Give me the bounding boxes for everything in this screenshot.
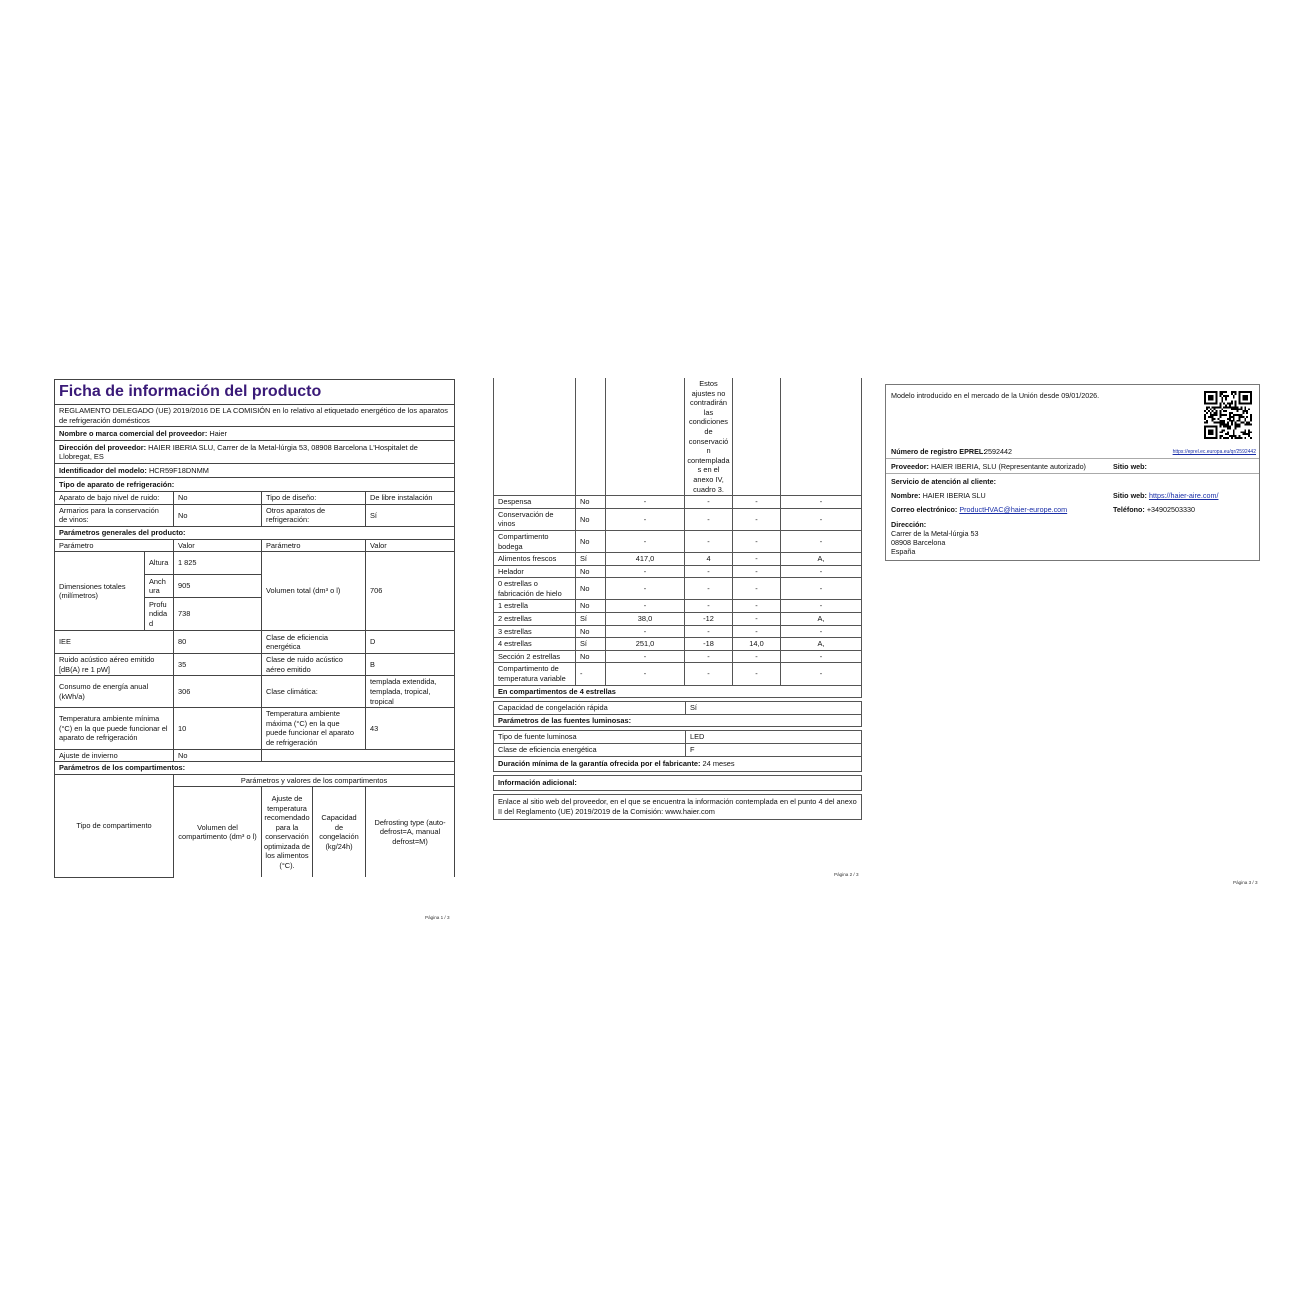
- volume-label: Volumen total (dm³ o l): [262, 552, 366, 631]
- email-row: Correo electrónico: ProductHVAC@haier-europe.com: [891, 505, 1068, 514]
- table-row: [494, 663, 862, 685]
- compartment-name: 1 estrella: [494, 600, 576, 613]
- site-row: Sitio web: https://haier-aire.com/: [1113, 491, 1219, 500]
- page-2: [493, 378, 861, 820]
- general-heading: Parámetros generales del producto:: [55, 526, 455, 539]
- compartment-cell: -: [685, 650, 733, 663]
- compartment-cell: -: [781, 565, 862, 578]
- address-row: Dirección del proveedor: HAIER IBERIA SLU, Carrer de la Metal-lúrgia 53, 08908 Barcelona L'Hospitalet de Llobregat, ES: [55, 441, 455, 464]
- other-label: Otros aparatos de refrigeración:: [262, 504, 366, 526]
- page-1-footer: Página 1 / 3: [425, 915, 450, 920]
- compartment-cell: 4: [685, 553, 733, 566]
- compartment-cell: A,: [781, 553, 862, 566]
- table-row: [494, 613, 862, 626]
- compartment-cell: -: [606, 600, 685, 613]
- page-3-footer: Página 3 / 3: [1233, 880, 1258, 885]
- compartment-cell: -: [685, 663, 733, 685]
- compartment-cell: -: [685, 600, 733, 613]
- compartment-cell: -: [733, 650, 781, 663]
- compartment-cell: 251,0: [606, 638, 685, 651]
- page-1: [54, 379, 454, 878]
- table-row: [494, 578, 862, 600]
- wine-value: No: [174, 504, 262, 526]
- depth-label: Profundidad: [145, 598, 174, 631]
- winter-value: No: [174, 749, 262, 762]
- compartment-cell: No: [576, 508, 606, 530]
- width-label: Anchura: [145, 575, 174, 598]
- dir-line3: España: [891, 547, 916, 556]
- storage-note: Estos ajustes no contradirán las condiciones de conservación contempladas en el anexo IV, cuadro 3.: [685, 378, 733, 496]
- compartment-cell: No: [576, 600, 606, 613]
- compartment-cell: No: [576, 578, 606, 600]
- dir-line1: Carrer de la Metal-lúrgia 53: [891, 529, 979, 538]
- compartment-cell: A,: [781, 638, 862, 651]
- compartment-name: Sección 2 estrellas: [494, 650, 576, 663]
- table-row: [494, 553, 862, 566]
- compartment-name: Compartimento de temperatura variable: [494, 663, 576, 685]
- compartment-name: Alimentos frescos: [494, 553, 576, 566]
- product-info-table: [54, 379, 455, 775]
- compartment-cell: Sí: [576, 638, 606, 651]
- compartment-cell: -: [781, 508, 862, 530]
- energy-label: Consumo de energía anual (kWh/a): [55, 676, 174, 708]
- compartment-cell: -: [606, 565, 685, 578]
- service-heading: Servicio de atención al cliente:: [891, 477, 997, 486]
- noise-class-label: Clase de ruido acústico aéreo emitido: [262, 654, 366, 676]
- width-value: 905: [174, 575, 262, 598]
- compartment-cell: -: [685, 496, 733, 509]
- page-2-footer: Página 2 / 3: [834, 872, 859, 877]
- depth-value: 738: [174, 598, 262, 631]
- table-row: [494, 638, 862, 651]
- tmax-value: 43: [366, 708, 455, 749]
- extra-heading: Información adicional:: [494, 775, 862, 790]
- provider-row: Proveedor: HAIER IBERIA, SLU (Representante autorizado): [891, 462, 1086, 471]
- page-3: [885, 384, 1260, 561]
- tmax-label: Temperatura ambiente máxima (°C) en la que puede funcionar el aparato de refrigeración: [262, 708, 366, 749]
- compartment-cell: -: [781, 625, 862, 638]
- tmin-value: 10: [174, 708, 262, 749]
- light-class-value: F: [686, 744, 862, 757]
- compartment-cell: -: [733, 508, 781, 530]
- compartment-cell: No: [576, 565, 606, 578]
- compartment-cell: -12: [685, 613, 733, 626]
- compartment-cell: -: [576, 663, 606, 685]
- low-noise-value: No: [174, 492, 262, 505]
- comp-freeze-header: Capacidad de congelación (kg/24h): [313, 787, 366, 878]
- eprel-link[interactable]: https://eprel.ec.europa.eu/qr/2592442: [1172, 449, 1256, 455]
- light-type-value: LED: [686, 731, 862, 744]
- table-row: [494, 650, 862, 663]
- comp-group-header: Parámetros y valores de los compartimentos: [174, 775, 455, 787]
- comp-type-header: Tipo de compartimento: [55, 775, 174, 878]
- table-row: [494, 508, 862, 530]
- compartment-name: 3 estrellas: [494, 625, 576, 638]
- climate-label: Clase climática:: [262, 676, 366, 708]
- low-noise-label: Aparato de bajo nivel de ruido:: [55, 492, 174, 505]
- height-label: Altura: [145, 552, 174, 575]
- comp-volume-header: Volumen del compartimento (dm³ o l): [174, 787, 262, 878]
- light-type-label: Tipo de fuente luminosa: [494, 731, 686, 744]
- height-value: 1 825: [174, 552, 262, 575]
- design-value: De libre instalación: [366, 492, 455, 505]
- noise-class-value: B: [366, 654, 455, 676]
- compartment-cell: -: [685, 508, 733, 530]
- table-row: [494, 496, 862, 509]
- compartment-cell: -: [781, 530, 862, 552]
- regulation-text: REGLAMENTO DELEGADO (UE) 2019/2016 DE LA COMISIÓN en lo relativo al etiquetado energético de los aparatos de refrigeración domésticos: [55, 405, 455, 427]
- warranty-row: Duración mínima de la garantía ofrecida por el fabricante: 24 meses: [494, 756, 862, 771]
- light-heading: Parámetros de las fuentes luminosas:: [494, 714, 862, 727]
- market-intro: Modelo introducido en el mercado de la Unión desde 09/01/2026.: [891, 391, 1100, 400]
- compartment-cell: -: [781, 496, 862, 509]
- compartment-name: 2 estrellas: [494, 613, 576, 626]
- compartment-cell: -: [685, 565, 733, 578]
- type-heading: Tipo de aparato de refrigeración:: [55, 478, 455, 492]
- compartment-cell: -18: [685, 638, 733, 651]
- dir-label: Dirección:: [891, 520, 927, 529]
- dims-label: Dimensiones totales (milímetros): [55, 552, 145, 631]
- compartment-cell: -: [733, 565, 781, 578]
- light-class-label: Clase de eficiencia energética: [494, 744, 686, 757]
- compartment-cell: -: [606, 496, 685, 509]
- table-row: [494, 565, 862, 578]
- wine-label: Armarios para la conservación de vinos:: [55, 504, 174, 526]
- comp-temp-header: Ajuste de temperatura recomendado para la conservación optimizada de los alimentos (°C).: [262, 787, 313, 878]
- compartment-cell: -: [733, 530, 781, 552]
- fast-freeze-label: Capacidad de congelación rápida: [494, 702, 686, 715]
- compartment-cell: 38,0: [606, 613, 685, 626]
- compartment-cell: -: [733, 625, 781, 638]
- col-param: Parámetro: [262, 539, 366, 552]
- compartment-rows: [494, 496, 862, 686]
- table-row: [494, 600, 862, 613]
- energy-value: 306: [174, 676, 262, 708]
- tmin-label: Temperatura ambiente mínima (°C) en la que puede funcionar el aparato de refrigeración: [55, 708, 174, 749]
- climate-value: templada extendida, templada, tropical, tropical: [366, 676, 455, 708]
- compartment-cell: -: [781, 650, 862, 663]
- compartment-cell: A,: [781, 613, 862, 626]
- eff-value: D: [366, 631, 455, 654]
- compartment-cell: -: [606, 578, 685, 600]
- comp-heading: Parámetros de los compartimentos:: [55, 762, 455, 775]
- qr-code-icon: [1204, 391, 1252, 439]
- compartment-cell: 417,0: [606, 553, 685, 566]
- design-label: Tipo de diseño:: [262, 492, 366, 505]
- four-star-heading: En compartimentos de 4 estrellas: [494, 686, 862, 698]
- compartment-cell: Sí: [576, 553, 606, 566]
- eff-label: Clase de eficiencia energética: [262, 631, 366, 654]
- compartment-cell: -: [781, 600, 862, 613]
- compartment-cell: -: [606, 650, 685, 663]
- extra-table: [493, 686, 862, 820]
- compartment-cell: -: [733, 663, 781, 685]
- compartment-name: Despensa: [494, 496, 576, 509]
- eei-label: IEE: [55, 631, 174, 654]
- winter-label: Ajuste de invierno: [55, 749, 174, 762]
- compartment-cell: -: [733, 578, 781, 600]
- compartment-cell: -: [781, 578, 862, 600]
- compartment-cell: -: [781, 663, 862, 685]
- compartments-header-table: [54, 775, 455, 878]
- model-row: Identificador del modelo: HCR59F18DNMM: [55, 464, 455, 478]
- compartment-cell: -: [733, 600, 781, 613]
- compartment-cell: No: [576, 530, 606, 552]
- page-title: Ficha de información del producto: [55, 380, 455, 405]
- noise-label: Ruido acústico aéreo emitido [dB(A) re 1 pW]: [55, 654, 174, 676]
- comp-defrost-header: Defrosting type (auto-defrost=A, manual defrost=M): [366, 787, 455, 878]
- compartment-name: Conservación de vinos: [494, 508, 576, 530]
- compartment-cell: -: [606, 663, 685, 685]
- compartment-cell: Sí: [576, 613, 606, 626]
- volume-value: 706: [366, 552, 455, 631]
- compartment-name: 0 estrellas o fabricación de hielo: [494, 578, 576, 600]
- col-param: Parámetro: [55, 539, 174, 552]
- table-row: [494, 530, 862, 552]
- compartment-cell: 14,0: [733, 638, 781, 651]
- email-link[interactable]: ProductHVAC@haier-europe.com: [959, 505, 1068, 514]
- compartment-cell: -: [685, 530, 733, 552]
- fast-freeze-value: Sí: [686, 702, 862, 715]
- supplier-row: Nombre o marca comercial del proveedor: Haier: [55, 427, 455, 441]
- col-value: Valor: [366, 539, 455, 552]
- compartment-cell: -: [733, 496, 781, 509]
- compartment-cell: -: [685, 578, 733, 600]
- eei-value: 80: [174, 631, 262, 654]
- compartments-table: [493, 378, 862, 686]
- compartment-cell: No: [576, 496, 606, 509]
- phone-row: Teléfono: +34902503330: [1113, 505, 1195, 514]
- provider-web-label: Sitio web:: [1113, 462, 1147, 471]
- extra-text: Enlace al sitio web del proveedor, en el que se encuentra la información contemplada en el punto 4 del anexo II del Reglamento (UE) 2019/2019 de la Comisión: www.haier.com: [494, 794, 862, 819]
- compartment-cell: -: [606, 625, 685, 638]
- eprel-label: Número de registro EPREL:: [891, 447, 986, 456]
- eprel-value: 2592442: [984, 447, 1012, 456]
- compartment-cell: No: [576, 625, 606, 638]
- compartment-cell: -: [733, 553, 781, 566]
- compartment-cell: -: [606, 508, 685, 530]
- other-value: Sí: [366, 504, 455, 526]
- col-value: Valor: [174, 539, 262, 552]
- table-row: [494, 625, 862, 638]
- noise-value: 35: [174, 654, 262, 676]
- compartment-name: Compartimento bodega: [494, 530, 576, 552]
- compartment-cell: -: [606, 530, 685, 552]
- compartment-name: 4 estrellas: [494, 638, 576, 651]
- eprel-box: [885, 384, 1260, 561]
- compartment-cell: -: [685, 625, 733, 638]
- site-link[interactable]: https://haier-aire.com/: [1148, 491, 1219, 500]
- compartment-name: Helador: [494, 565, 576, 578]
- compartment-cell: No: [576, 650, 606, 663]
- compartment-cell: -: [733, 613, 781, 626]
- name-row: Nombre: HAIER IBERIA SLU: [891, 491, 986, 500]
- dir-line2: 08908 Barcelona: [891, 538, 946, 547]
